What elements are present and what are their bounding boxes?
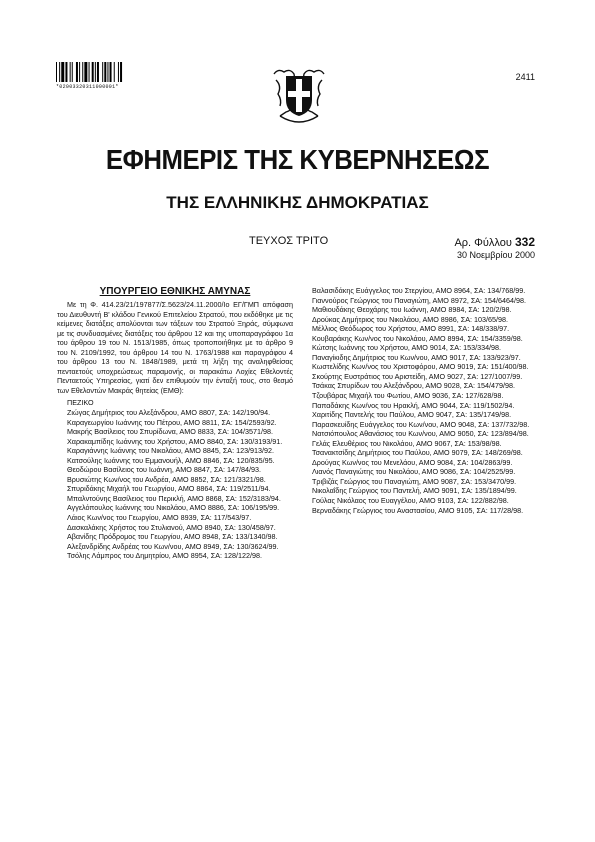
section-heading: ΠΕΖΙΚΟ [67,398,94,408]
right-column [302,286,538,515]
list-item: Αλεξανδρίδης Ανδρέας του Κων/νου, ΑΜΟ 8949, ΣΑ: 130/3624/99. [67,541,279,551]
list-item: Θεοδώρου Βασίλειος του Ιωάννη, ΑΜΟ 8847, ΣΑ: 147/84/93. [67,465,262,475]
list-item: Κώτσης Ιωάννης του Χρήστου, ΑΜΟ 9014, ΣΑ: 153/334/98. [312,343,502,353]
list-item: Παναγίκιδης Δημήτριος του Κων/νου, ΑΜΟ 9017, ΣΑ: 133/923/97. [312,352,521,362]
list-item: Παπαδάκης Κων/νος του Ηρακλή, ΑΜΟ 9044, ΣΑ: 119/1502/94. [312,400,515,410]
sheet-number-value: 332 [514,235,535,249]
list-item: Νατσιόπουλος Αθανάσιος του Κων/νου, ΑΜΟ 9050, ΣΑ: 123/894/98. [312,429,529,439]
list-item: Σπυριδάκης Μιχαήλ του Γεωργίου, ΑΜΟ 8864, ΣΑ: 119/2511/94. [67,484,271,494]
list-item: Βερναδάκης Γεώργιος του Αναστασίου, ΑΜΟ 9105, ΣΑ: 117/28/98. [312,505,524,515]
list-item: Αβανίδης Πρόδρομος του Γεωργίου, ΑΜΟ 8948, ΣΑ: 133/1340/98. [67,532,278,542]
list-item: Καραγεωργίου Ιωάννης του Πέτρου, ΑΜΟ 8811, ΣΑ: 154/2593/92. [67,417,277,427]
right-entry-list [302,286,538,515]
barcode [56,62,152,82]
issue-date: 30 Νοεμβρίου 2000 [457,250,535,260]
issue-type: ΤΕΥΧΟΣ ΤΡΙΤΟ [249,235,329,247]
list-item: Βαλασιδάκης Ευάγγελος του Στεργίου, ΑΜΟ 8964, ΣΑ: 134/768/99. [312,286,526,295]
gazette-title: ΕΦΗΜΕΡΙΣ ΤΗΣ ΚΥΒΕΡΝΗΣΕΩΣ [105,144,490,175]
barcode-number: *02003320311000001* [56,84,119,90]
list-item: Τριβιζάς Γεώργιος του Παναγιώτη, ΑΜΟ 9087, ΣΑ: 153/3470/99. [312,476,517,486]
page-number: 2411 [515,72,535,82]
decision-intro: Με τη Φ. 414.23/21/197877/Σ.5623/24.11.2000/Ιο ΕΓ/ΓΜΠ απόφαση του Διευθυντή Β' κλάδου Γενικού Επιτελείου Στρατού, που εκδόθηκε με τις κείμενες διατάξεις απολύονται των τάξεων του Στρατού Ξηράς, σύμφωνα με τις συνδυασμένες διατάξεις του άρθρου 12 και της υποπαραγράφου 1α του άρθρου 19 του Ν. 1513/1985, όπως τροποποιήθηκε με το άρθρο 9 του Ν. 2109/1992, του άρθρου 14 του Ν. 1763/1988 και παραγράφου 4 του άρθρου 13 του Ν. 1848/1989, μετά τη λήξη της αναληφθείσας πενταετούς υποχρεώσεως παραμονής, οι παρακάτω Λοχίες Εθελοντές Πενταετούς Υπηρεσίας, γιατί δεν επιθυμούν την ένταξή τους, στο θεσμό των Εθελοντών Μακράς θητείας (ΕΜΘ): [57,300,293,395]
list-item: Ζιώγας Δημήτριος του Αλεξάνδρου, ΑΜΟ 8807, ΣΑ: 142/190/94. [67,408,271,418]
list-item: Παρασκευίδης Ευάγγελος του Κων/νου, ΑΜΟ 9048, ΣΑ: 137/732/98. [312,419,530,429]
ministry-heading: ΥΠΟΥΡΓΕΙΟ ΕΘΝΙΚΗΣ ΑΜΥΝΑΣ [99,286,251,297]
list-item: Μαθιουδάκης Θεοχάρης του Ιωάννη, ΑΜΟ 8984, ΣΑ: 120/2/98. [312,305,512,315]
list-item: Κουβαράκης Κων/νος του Νικολάου, ΑΜΟ 8994, ΣΑ: 154/3359/98. [312,333,523,343]
list-item: Χαριτίδης Παντελής του Παύλου, ΑΜΟ 9047, ΣΑ: 135/1749/98. [312,410,512,420]
left-entry-list [57,408,293,561]
list-item: Νικολαΐδης Γεώργιος του Παντελή, ΑΜΟ 9091, ΣΑ: 135/1894/99. [312,486,517,496]
list-item: Λιανός Παναγιώτης του Νικολάου, ΑΜΟ 9086, ΣΑ: 104/2525/99. [312,467,516,477]
left-column [57,286,293,561]
greek-coat-of-arms-icon [268,66,330,128]
list-item: Τζουβάρας Μιχαήλ του Φωτίου, ΑΜΟ 9036, ΣΑ: 127/628/98. [312,391,504,401]
list-item: Καραγιάννης Ιωάννης του Νικολάου, ΑΜΟ 8845, ΣΑ: 123/913/92. [67,446,275,456]
list-item: Δασκαλάκης Χρήστος του Στυλιανού, ΑΜΟ 8940, ΣΑ: 130/458/97. [67,522,276,532]
list-item: Μπαλντούνης Βασίλειος του Περικλή, ΑΜΟ 8868, ΣΑ: 152/3183/94. [67,493,281,503]
list-item: Τσανακτσίδης Δημήτριος του Παύλου, ΑΜΟ 9079, ΣΑ: 148/269/98. [312,448,523,458]
list-item: Κατσούλης Ιωάννης του Εμμανουήλ, ΑΜΟ 8846, ΣΑ: 120/835/95. [67,455,275,465]
list-item: Τσόλης Λάμπρος του Δημητρίου, ΑΜΟ 8954, ΣΑ: 128/122/98. [67,551,262,561]
sheet-label: Αρ. Φύλλου [454,237,512,249]
list-item: Δρούγας Κων/νος του Μενελάου, ΑΜΟ 9084, ΣΑ: 104/2863/99. [312,457,513,467]
list-item: Τσάκας Σπυρίδων του Αλεξάνδρου, ΑΜΟ 9028, ΣΑ: 154/479/98. [312,381,515,391]
list-item: Δρούκας Δημήτριος του Νικολάου, ΑΜΟ 8986, ΣΑ: 103/65/98. [312,314,508,324]
list-item: Γελάς Ελευθέριος του Νικολάου, ΑΜΟ 9067, ΣΑ: 153/98/98. [312,438,502,448]
list-item: Μέλλιος Θεόδωρος του Χρήστου, ΑΜΟ 8991, ΣΑ: 148/338/97. [312,324,510,334]
list-item: Γιαννούρος Γεώργιος του Παναγιώτη, ΑΜΟ 8972, ΣΑ: 154/6464/98. [312,295,527,305]
sheet-number [454,235,535,249]
list-item: Αγγελόπουλος Ιωάννης του Νικολάου, ΑΜΟ 8886, ΣΑ: 106/195/99. [67,503,280,513]
list-item: Βρυσιώτης Κων/νος του Ανδρέα, ΑΜΟ 8852, ΣΑ: 121/3321/98. [67,474,266,484]
gazette-subtitle: ΤΗΣ ΕΛΛΗΝΙΚΗΣ ΔΗΜΟΚΡΑΤΙΑΣ [166,193,429,212]
list-item: Σκούρτης Ευστράτιος του Αριστείδη, ΑΜΟ 9027, ΣΑ: 127/1007/99. [312,371,523,381]
list-item: Μακρής Βασίλειος του Σπυρίδωνα, ΑΜΟ 8833, ΣΑ: 104/3571/98. [67,427,273,437]
list-item: Κωστελίδης Κων/νος του Χριστοφόρου, ΑΜΟ 9019, ΣΑ: 151/400/98. [312,362,529,372]
list-item: Γούλας Νικόλαος του Ευαγγέλου, ΑΜΟ 9103, ΣΑ: 122/882/98. [312,496,509,506]
list-item: Λάιος Κων/νος του Γεωργίου, ΑΜΟ 8939, ΣΑ: 117/543/97. [67,513,252,523]
list-item: Χαρακαμπίδης Ιωάννης του Χρήστου, ΑΜΟ 8840, ΣΑ: 130/3193/91. [67,436,283,446]
